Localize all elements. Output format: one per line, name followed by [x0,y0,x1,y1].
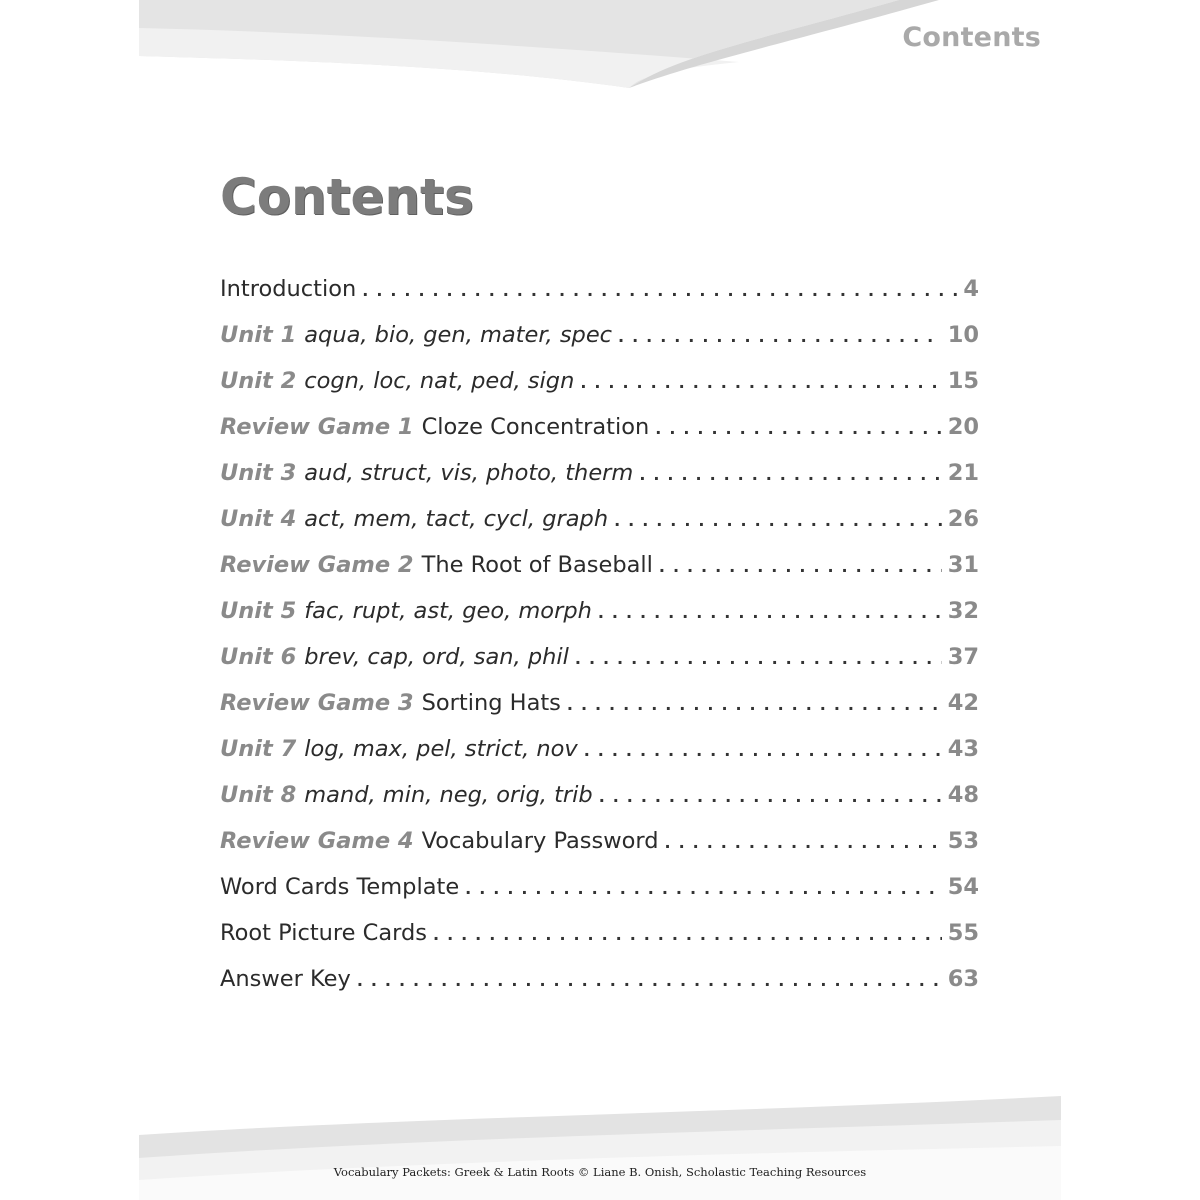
dot-leader [618,327,942,346]
document-page [139,0,1061,1200]
toc-entry-title: mand, min, neg, orig, trib [304,782,593,808]
toc-entry-title: act, mem, tact, cycl, graph [304,506,609,532]
running-header: Contents [902,22,1041,53]
toc-entry-label: Unit 7 [220,736,297,762]
toc-entry-page-number: 53 [947,828,979,854]
toc-entry [220,736,979,782]
toc-entry-title: Word Cards Template [220,874,460,900]
toc-entry-page-number: 55 [947,920,979,946]
toc-entry-page-number: 32 [947,598,979,624]
toc-entry-label: Review Game 1 [220,414,414,440]
toc-entry-page-number: 42 [947,690,979,716]
toc-entry-title: aud, struct, vis, photo, therm [304,460,634,486]
toc-entry-label: Unit 5 [220,598,297,624]
toc-entry-title: fac, rupt, ast, geo, morph [304,598,592,624]
dot-leader [599,787,942,806]
toc-entry [220,276,979,322]
toc-entry-title: Root Picture Cards [220,920,428,946]
toc-entry-page-number: 10 [947,322,979,348]
toc-entry-page-number: 26 [947,506,979,532]
toc-entry [220,966,979,1012]
toc-entry [220,690,979,736]
dot-leader [659,557,942,576]
toc-entry [220,598,979,644]
toc-entry-title: The Root of Baseball [421,552,653,578]
toc-entry-label: Unit 2 [220,368,297,394]
toc-entry-label: Unit 8 [220,782,297,808]
dot-leader [465,879,942,898]
toc-entry-title: cogn, loc, nat, ped, sign [304,368,575,394]
toc-entry-label: Review Game 3 [220,690,414,716]
toc-entry-page-number: 43 [947,736,979,762]
toc-entry [220,506,979,552]
copyright-credit: Vocabulary Packets: Greek & Latin Roots © Liane B. Onish, Scholastic Teaching Resources [333,1165,867,1179]
dot-leader [433,925,942,944]
toc-entry [220,782,979,828]
toc-entry [220,414,979,460]
dot-leader [584,741,942,760]
toc-entry-page-number: 54 [947,874,979,900]
toc-entry-label: Unit 6 [220,644,297,670]
toc-entry-page-number: 21 [947,460,979,486]
toc-entry [220,874,979,920]
toc-entry-title: aqua, bio, gen, mater, spec [304,322,613,348]
toc-entry-title: Cloze Concentration [421,414,650,440]
page-title: Contents [220,168,474,226]
toc-entry-label: Review Game 4 [220,828,414,854]
table-of-contents [220,276,979,1012]
dot-leader [580,373,941,392]
toc-entry-title: Vocabulary Password [421,828,659,854]
toc-entry [220,644,979,690]
toc-entry-title: Sorting Hats [421,690,561,716]
toc-entry-page-number: 31 [947,552,979,578]
dot-leader [567,695,942,714]
dot-leader [357,971,942,990]
toc-entry-label: Unit 1 [220,322,297,348]
toc-entry-title: Answer Key [220,966,351,992]
toc-entry [220,460,979,506]
toc-entry [220,828,979,874]
dot-leader [665,833,942,852]
toc-entry-page-number: 20 [947,414,979,440]
toc-entry-page-number: 63 [947,966,979,992]
footer-band [139,1090,1061,1200]
toc-entry [220,322,979,368]
dot-leader [655,419,941,438]
toc-entry [220,368,979,414]
toc-entry-title: log, max, pel, strict, nov [304,736,578,762]
toc-entry-label: Unit 3 [220,460,297,486]
dot-leader [598,603,942,622]
toc-entry-label: Unit 4 [220,506,297,532]
toc-entry-page-number: 37 [947,644,979,670]
toc-entry-label: Review Game 2 [220,552,414,578]
dot-leader [362,281,957,300]
toc-entry-page-number: 4 [963,276,979,302]
toc-entry-page-number: 15 [947,368,979,394]
toc-entry [220,920,979,966]
toc-entry-page-number: 48 [947,782,979,808]
dot-leader [614,511,942,530]
toc-entry [220,552,979,598]
toc-entry-title: brev, cap, ord, san, phil [304,644,569,670]
dot-leader [639,465,941,484]
toc-entry-title: Introduction [220,276,357,302]
dot-leader [575,649,942,668]
